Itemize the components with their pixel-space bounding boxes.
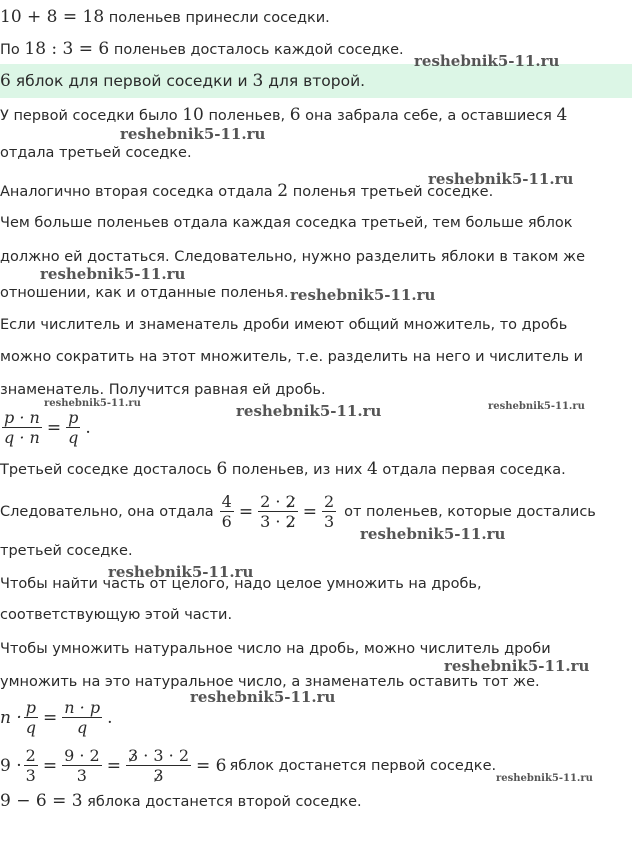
- watermark: reshebnik5-11.ru: [496, 773, 593, 784]
- cancelled-factor: 2: [285, 512, 296, 531]
- line-second-neighbor: [0, 792, 362, 811]
- text: поленьев,: [203, 108, 290, 124]
- text: По: [0, 42, 25, 58]
- watermark: reshebnik5-11.ru: [488, 401, 585, 412]
- cancelled-factor: 3: [153, 766, 164, 785]
- denominator: 3: [76, 766, 87, 785]
- equals-sign: =: [106, 755, 121, 776]
- equals-sign: =: [46, 417, 62, 438]
- text: поленьев принесли соседки.: [104, 10, 330, 26]
- formula-multiply-fraction: [0, 698, 115, 737]
- fraction: [24, 746, 38, 785]
- fraction: [220, 492, 234, 531]
- denominator: q: [77, 718, 88, 737]
- watermark: reshebnik5-11.ru: [236, 402, 382, 420]
- fraction: [126, 746, 191, 785]
- line-14-fraction-ratio: [0, 492, 596, 531]
- text: поленьев, из них: [227, 462, 367, 478]
- factor: 2 ·: [260, 492, 286, 511]
- cancelled-factor: 2: [285, 492, 296, 511]
- math-number: 2: [277, 181, 289, 201]
- line-13: [0, 460, 566, 479]
- line-9: отношении, как и отданные поленья.: [0, 285, 289, 301]
- text: для второй.: [263, 72, 366, 90]
- fraction: [62, 746, 102, 785]
- denominator: q: [25, 718, 37, 737]
- watermark: reshebnik5-11.ru: [428, 170, 574, 188]
- fraction: [322, 492, 336, 531]
- numerator: 9 · 2: [64, 746, 100, 765]
- formula-first-neighbor: [0, 746, 496, 785]
- numerator: 2: [323, 492, 335, 511]
- period: .: [107, 707, 113, 728]
- factor: 3 ·: [260, 512, 286, 531]
- denominator: [151, 766, 165, 785]
- text: поленья третьей соседке.: [288, 184, 494, 200]
- line-19: умножить на это натуральное число, а знаменатель оставить тот же.: [0, 674, 540, 690]
- equals-sign: =: [238, 501, 254, 522]
- math-expr: 9 − 6 = 3: [0, 791, 83, 811]
- equals-sign: =: [42, 755, 58, 776]
- fraction: [24, 698, 38, 737]
- numerator: 2: [25, 746, 36, 765]
- line-10: Если числитель и знаменатель дроби имеют общий множитель, то дробь: [0, 317, 568, 333]
- text: Третьей соседке досталось: [0, 462, 217, 478]
- text: она забрала себе, а оставшиеся: [300, 108, 557, 124]
- watermark: reshebnik5-11.ru: [44, 398, 141, 409]
- text: яблок для первой соседки и: [10, 72, 253, 90]
- text: яблока достанется второй соседке.: [82, 794, 362, 810]
- text: яблок достанется первой соседке.: [229, 757, 497, 774]
- math-expr: 18 : 3 = 6: [24, 39, 110, 59]
- line-2: [0, 40, 404, 59]
- math-number: 3: [252, 71, 264, 91]
- math-number: 4: [556, 105, 568, 125]
- watermark: reshebnik5-11.ru: [360, 525, 506, 543]
- watermark: reshebnik5-11.ru: [108, 563, 254, 581]
- numerator: [126, 746, 191, 766]
- watermark: reshebnik5-11.ru: [40, 265, 186, 283]
- text: Аналогично вторая соседка отдала: [0, 184, 278, 200]
- math-number: 6: [216, 459, 228, 479]
- line-12: знаменатель. Получится равная ей дробь.: [0, 382, 326, 398]
- math-number: 6: [0, 71, 11, 91]
- line-11: можно сократить на этот множитель, т.е. разделить на него и числитель и: [0, 349, 584, 365]
- line-17: соответствующую этой части.: [0, 607, 233, 623]
- line-16: Чтобы найти часть от целого, надо целое умножить на дробь,: [0, 576, 482, 592]
- fraction: [66, 408, 80, 447]
- watermark: reshebnik5-11.ru: [290, 286, 436, 304]
- denominator: q: [68, 428, 79, 447]
- line-4: [0, 106, 567, 125]
- fraction: [258, 492, 298, 531]
- denominator: q · n: [4, 428, 40, 447]
- math-expr: 10 + 8 = 18: [0, 7, 105, 27]
- equals-sign: =: [302, 501, 317, 522]
- math-number: 10: [182, 105, 204, 125]
- fraction: [62, 698, 102, 737]
- line-5: отдала третьей соседке.: [0, 145, 192, 161]
- equals-sign: =: [43, 707, 58, 728]
- watermark: reshebnik5-11.ru: [120, 125, 266, 143]
- numerator: p: [68, 408, 79, 427]
- text: У первой соседки было: [0, 108, 183, 124]
- watermark: reshebnik5-11.ru: [414, 52, 560, 70]
- line-6: [0, 182, 493, 201]
- denominator: [258, 512, 298, 531]
- numerator: [258, 492, 298, 512]
- math-number: 6: [289, 105, 301, 125]
- answer-line: [0, 72, 365, 90]
- watermark: reshebnik5-11.ru: [190, 688, 336, 706]
- cancelled-factor: 3: [127, 746, 139, 765]
- math-expr: 9 ·: [0, 755, 22, 776]
- math-expr: n ·: [0, 707, 22, 728]
- numerator: p · n: [4, 408, 40, 427]
- text: поленьев досталось каждой соседке.: [109, 42, 404, 58]
- formula-fraction-reduction: [0, 408, 94, 447]
- watermark: reshebnik5-11.ru: [444, 657, 590, 675]
- line-7: Чем больше поленьев отдала каждая соседка третьей, тем больше яблок: [0, 215, 573, 231]
- fraction: [2, 408, 42, 447]
- line-18: Чтобы умножить натуральное число на дробь, можно числитель дроби: [0, 641, 551, 657]
- denominator: 3: [25, 766, 36, 785]
- line-8: должно ей достаться. Следовательно, нужно разделить яблоки в таком же: [0, 249, 586, 265]
- numerator: p: [25, 698, 37, 717]
- text: от поленьев, которые достались: [344, 503, 596, 520]
- line-15: третьей соседке.: [0, 543, 133, 559]
- line-1: [0, 8, 330, 27]
- text: отдала первая соседка.: [377, 462, 566, 478]
- factor: · 3 · 2: [138, 746, 189, 765]
- denominator: 6: [221, 512, 232, 531]
- period: .: [85, 417, 91, 438]
- numerator: 4: [221, 492, 232, 511]
- math-number: 4: [366, 459, 378, 479]
- numerator: n · p: [64, 698, 101, 717]
- math-result: = 6: [196, 755, 227, 776]
- text: Следовательно, она отдала: [0, 503, 214, 520]
- denominator: 3: [323, 512, 335, 531]
